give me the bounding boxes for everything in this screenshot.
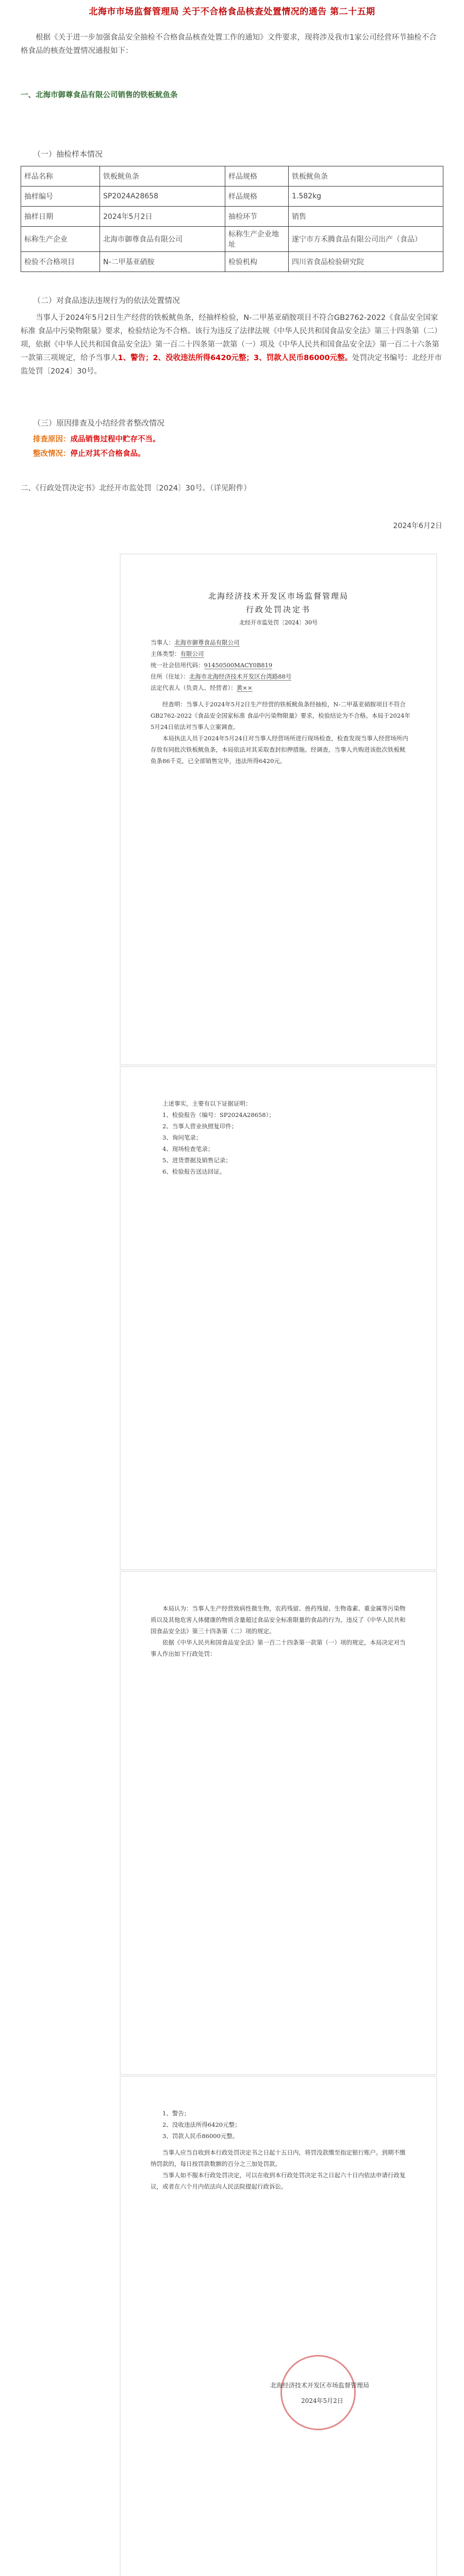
- decision-item: 2、没收违法所得6420元整；: [162, 2121, 241, 2128]
- table-cell-label: 标称生产企业: [21, 227, 100, 252]
- rectify-label: 整改情况：: [33, 450, 71, 458]
- evidence-item: 5、进货票据及销售记录；: [162, 1157, 231, 1164]
- doc-para-4: 本局认为：当事人生产经营致病性微生物，农药残留、兽药残留、生物毒素、重金属等污染物质以及其他危害人体健康的物质含量超过食品安全标准限量的食品的行为，违反了《中华人民共和国食品安全法》第三十四条第（二）项的规定。: [151, 1605, 406, 1635]
- table-row: [21, 187, 443, 207]
- doc-para-7: 当事人如不服本行政处罚决定，可以在收到本行政处罚决定书之日起六十日内依法申请行政复议，或者在六个月内依法向人民法院提起行政诉讼。: [151, 2172, 406, 2190]
- intro-paragraph: 根据《关于进一步加强食品安全抽检不合格食品核查处置工作的通知》文件要求，现将涉及我市1家公司经营环节抽检不合格食品的核查处置情况通报如下：: [21, 33, 437, 55]
- doc-para-3: 上述事实，主要有以下证据证明：: [162, 1100, 252, 1107]
- section3-heading: （三）原因排查及小结经营者整改情况: [33, 418, 165, 428]
- table-cell-label: 样品规格: [225, 166, 289, 187]
- table-cell-label: 抽样日期: [21, 207, 100, 227]
- rectify-value: 停止对其不合格食品。: [70, 450, 145, 458]
- table-cell-value: SP2024A28658: [100, 187, 225, 207]
- evidence-item: 4、现场检查笔录；: [162, 1145, 214, 1153]
- doc-number: 北经开市监处罚〔2024〕30号: [239, 619, 318, 626]
- table-cell-label: 抽样编号: [21, 187, 100, 207]
- rep-label: 法定代表人（负责人、经营者）：: [151, 684, 237, 691]
- notice-title: 北海市市场监督管理局 关于不合格食品核查处置情况的通告 第二十五期: [89, 7, 375, 17]
- table-cell-value: 北海市御尊食品有限公司: [100, 227, 225, 252]
- table-cell-label: 样品名称: [21, 166, 100, 187]
- doc-para-2: 本局执法人员于2024年5月24日对当事人经营场所进行现场检查，检查发现当事人经营场所内存放有同批次铁板鱿鱼条，本局依法对其采取查封扣押措施。经调查，当事人共购进该批次铁板鱿鱼条86千克，已全部销售完毕，违法所得6420元。: [151, 735, 408, 765]
- table-cell-value: 四川省食品检验研究院: [289, 252, 443, 272]
- section1-heading: （一）抽检样本情况: [33, 149, 103, 159]
- official-seal-icon: [280, 2355, 356, 2430]
- evidence-item: 6、检验报告送达回证。: [162, 1168, 226, 1175]
- table-cell-label: 检验机构: [225, 252, 289, 272]
- doc-finding-block: [151, 1603, 410, 1659]
- table-cell-value: 销售: [289, 207, 443, 227]
- firm-line: [21, 89, 443, 102]
- section2-body: [21, 311, 443, 378]
- table-row: [21, 227, 443, 252]
- cause-label: 排查原因：: [33, 435, 71, 444]
- table-row: [21, 166, 443, 187]
- section2-heading: （二）对食品违法违规行为的依法处置情况: [33, 296, 180, 305]
- rep-value: 黄××: [236, 684, 253, 691]
- evidence-item: 3、询问笔录；: [162, 1134, 202, 1141]
- notice-date: 2024年6月2日: [393, 522, 442, 530]
- type-label: 主体类型：: [151, 650, 180, 657]
- doc-issuer: 北海经济技术开发区市场监督管理局: [208, 591, 349, 601]
- addr-value: 北海市北海经济技术开发区台湾路88号: [189, 673, 292, 680]
- penalty-text: 1、警告；2、没收违法所得6420元整；3、罚款人民币86000元整。: [118, 354, 353, 362]
- decision-document-page-4: [120, 2076, 437, 2576]
- doc-sign-date: 2024年5月2日: [301, 2397, 343, 2404]
- table-cell-value: 铁板鱿鱼条: [289, 166, 443, 187]
- section2-body-b: 处罚决定书编号：北经开市监处罚〔2024〕30号。: [21, 354, 442, 376]
- table-cell-value: N-二甲基亚硝胺: [100, 252, 225, 272]
- table-cell-value: 2024年5月2日: [100, 207, 225, 227]
- decision-document-page-2: [120, 1066, 437, 1570]
- type-value: 有限公司: [180, 650, 204, 657]
- evidence-item: 1、检验报告（编号：SP2024A28658）；: [162, 1111, 275, 1118]
- cause-value: 成品销售过程中贮存不当。: [70, 435, 160, 444]
- firm-line-text: 一、北海市御尊食品有限公司销售的铁板鱿鱼条: [21, 91, 178, 99]
- decision-document-page-3: [120, 1571, 437, 2075]
- doc-evidence-block: [151, 1098, 410, 1177]
- section2-body-a: 当事人于2024年5月2日生产经营的铁板鱿鱼条，经抽样检验，N-二甲基亚硝胺项目不符合GB2762-2022《食品安全国家标准 食品中污染物限量》要求，检验结论为不合格。该行为违反了法律法规《中华人民共和国食品安全法》第三十四条第（二）项，依据《中华人民共和国食品安全法》第一百二十四条第一款第（一）项及《中华人民共和国食品安全法》第一百二十六条第一款第三项规定，给予当事人: [21, 314, 442, 362]
- section4-line: 二、《行政处罚决定书》北经开市监处罚〔2024〕30号。（详见附件）: [21, 484, 251, 493]
- code-value: 91450500MACY0B819: [204, 662, 273, 669]
- cause-line: [33, 433, 435, 446]
- evidence-item: 2、当事人营业执照复印件；: [162, 1123, 238, 1130]
- table-cell-label: 检验不合格项目: [21, 252, 100, 272]
- doc-para-5: 依据《中华人民共和国食品安全法》第一百二十四条第一款第（一）项的规定，本局决定对当事人作出如下行政处罚：: [151, 1639, 406, 1657]
- decision-item: 3、罚款人民币86000元整。: [162, 2132, 239, 2140]
- table-cell-label: 标称生产企业地址: [225, 227, 289, 252]
- doc-para-1: 经查明：当事人于2024年5月2日生产经营的铁板鱿鱼条经抽检，N-二甲基亚硝胺项目不符合GB2762-2022《食品安全国家标准 食品中污染物限量》要求，检验结论为不合格。本局于2024年5月24日依法对当事人立案调查。: [151, 701, 410, 731]
- doc-signer: 北海经济技术开发区市场监督管理局: [270, 2382, 370, 2389]
- table-cell-value: 1.582kg: [289, 187, 443, 207]
- party-name: 北海市御尊食品有限公司: [174, 639, 240, 646]
- doc-para-6: 当事人应当自收到本行政处罚决定书之日起十五日内，将罚没款缴至指定银行账户。到期不缴纳罚款的，每日按罚款数额的百分之三加处罚款。: [151, 2149, 406, 2167]
- doc-type: 行政处罚决定书: [245, 605, 311, 614]
- rectify-line: [33, 447, 435, 461]
- sample-info-table: [21, 166, 443, 272]
- table-cell-label: 抽检环节: [225, 207, 289, 227]
- party-label: 当事人：: [151, 639, 174, 646]
- decision-item: 1、警告；: [162, 2110, 190, 2117]
- table-row: [21, 252, 443, 272]
- table-cell-value: 铁板鱿鱼条: [100, 166, 225, 187]
- table-cell-label: 样品规格: [225, 187, 289, 207]
- addr-label: 住所（住址）：: [151, 673, 189, 680]
- doc-decision-block: [151, 2108, 410, 2192]
- table-cell-value: 遂宁市方禾腾食品有限公司出产（食品）: [289, 227, 443, 252]
- decision-document-page-1: [120, 554, 437, 1065]
- table-row: [21, 207, 443, 227]
- doc-party-info: [151, 637, 410, 767]
- code-label: 统一社会信用代码：: [151, 662, 204, 669]
